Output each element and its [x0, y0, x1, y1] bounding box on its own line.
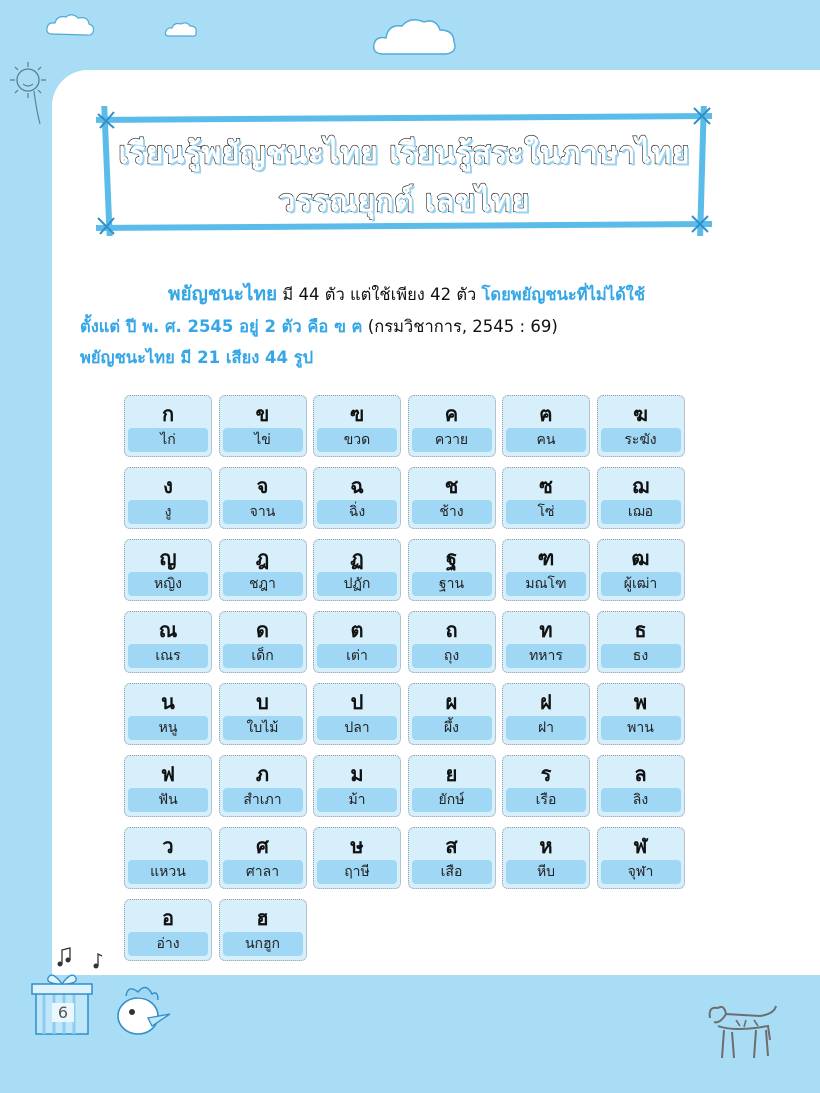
consonant-card	[502, 827, 590, 889]
consonant-word: โซ่	[506, 500, 586, 524]
consonant-word: ระฆัง	[601, 428, 681, 452]
consonant-letter: ศ	[256, 834, 269, 858]
consonant-letter: ฅ	[539, 402, 553, 426]
consonant-letter: ณ	[158, 618, 178, 642]
consonant-word: คน	[506, 428, 586, 452]
consonant-word: ม้า	[317, 788, 397, 812]
page-number: 6	[52, 1003, 74, 1022]
consonant-letter: ต	[350, 618, 364, 642]
consonant-letter: ย	[445, 762, 458, 786]
consonant-word: ธง	[601, 644, 681, 668]
intro-highlight: โดยพยัญชนะที่ไม่ได้ใช้	[481, 285, 646, 304]
consonant-letter: ป	[350, 690, 364, 714]
consonant-letter: ซ	[539, 474, 553, 498]
consonant-word: เสือ	[412, 860, 492, 884]
music-note-icon	[56, 944, 106, 974]
consonant-word: ฤาษี	[317, 860, 397, 884]
consonant-word: ชฎา	[223, 572, 303, 596]
consonant-letter: ธ	[634, 618, 647, 642]
consonant-letter: ฌ	[631, 474, 650, 498]
consonant-card	[219, 611, 307, 673]
consonant-card	[219, 899, 307, 961]
consonant-letter: พ	[633, 690, 648, 714]
consonant-letter: ฉ	[350, 474, 364, 498]
consonant-letter: ฑ	[537, 546, 555, 570]
consonant-letter: ฒ	[631, 546, 650, 570]
consonant-card	[408, 539, 496, 601]
consonant-letter: ง	[163, 474, 173, 498]
consonant-letter: ฎ	[255, 546, 270, 570]
consonant-card	[313, 755, 401, 817]
consonant-letter: ม	[350, 762, 364, 786]
consonant-card	[124, 539, 212, 601]
consonant-letter: ญ	[159, 546, 177, 570]
consonant-word: พาน	[601, 716, 681, 740]
consonant-letter: ช	[444, 474, 459, 498]
cloud-decoration	[370, 14, 460, 62]
consonant-card	[597, 611, 685, 673]
consonant-letter: ด	[256, 618, 269, 642]
consonant-card	[597, 827, 685, 889]
consonant-card	[219, 467, 307, 529]
consonant-letter: อ	[161, 906, 174, 930]
consonant-word: ฉิ่ง	[317, 500, 397, 524]
consonant-word: เรือ	[506, 788, 586, 812]
consonant-letter: ว	[162, 834, 174, 858]
consonant-word: จาน	[223, 500, 303, 524]
intro-line-1	[168, 279, 645, 309]
consonant-card	[124, 827, 212, 889]
consonant-letter: ภ	[255, 762, 270, 786]
consonant-letter: ผ	[445, 690, 458, 714]
consonant-card	[313, 467, 401, 529]
intro-citation: (กรมวิชาการ, 2545 : 69)	[362, 317, 558, 336]
consonant-letter: ฝ	[540, 690, 552, 714]
consonant-word: ฐาน	[412, 572, 492, 596]
consonant-word: ฟัน	[128, 788, 208, 812]
consonant-letter: ค	[444, 402, 459, 426]
consonant-word: หญิง	[128, 572, 208, 596]
consonant-word: จุฬา	[601, 860, 681, 884]
consonant-letter: ถ	[445, 618, 458, 642]
consonant-card	[502, 755, 590, 817]
intro-highlight: ตั้งแต่ ปี พ. ศ. 2545 อยู่ 2 ตัว คือ ฃ ฅ	[80, 317, 363, 336]
consonant-card	[597, 467, 685, 529]
consonant-card	[124, 683, 212, 745]
consonant-letter: น	[161, 690, 175, 714]
consonant-word: หนู	[128, 716, 208, 740]
consonant-card	[502, 539, 590, 601]
consonant-letter: ฏ	[350, 546, 364, 570]
consonant-card	[313, 395, 401, 457]
consonant-card	[219, 755, 307, 817]
consonant-word: ยักษ์	[412, 788, 492, 812]
consonant-card	[219, 827, 307, 889]
consonant-card	[124, 611, 212, 673]
consonant-card	[313, 683, 401, 745]
consonant-card	[502, 683, 590, 745]
consonant-word: ลิง	[601, 788, 681, 812]
consonant-word: ใบไม้	[223, 716, 303, 740]
consonant-word: ไก่	[128, 428, 208, 452]
dog-doodle-icon	[700, 1000, 780, 1064]
consonant-word: เด็ก	[223, 644, 303, 668]
consonant-letter: จ	[256, 474, 269, 498]
consonant-card	[408, 467, 496, 529]
consonant-letter: ฐ	[445, 546, 458, 570]
intro-line-3	[80, 345, 313, 371]
cloud-decoration	[44, 12, 96, 40]
consonant-card	[313, 539, 401, 601]
consonant-word: ทหาร	[506, 644, 586, 668]
consonant-card	[597, 683, 685, 745]
consonant-card	[597, 539, 685, 601]
consonant-letter: ท	[539, 618, 553, 642]
consonant-word: หีบ	[506, 860, 586, 884]
consonant-word: ผึ้ง	[412, 716, 492, 740]
consonant-card	[124, 899, 212, 961]
consonant-letter: ก	[161, 402, 175, 426]
consonant-card	[408, 827, 496, 889]
consonant-word: งู	[128, 500, 208, 524]
consonant-card	[597, 755, 685, 817]
consonant-card	[502, 611, 590, 673]
consonant-letter: ห	[539, 834, 553, 858]
consonant-card	[502, 467, 590, 529]
consonant-card	[408, 395, 496, 457]
consonant-card	[219, 539, 307, 601]
consonant-card	[124, 467, 212, 529]
title-line-1: เรียนรู้พยัญชนะไทย เรียนรู้สระในภาษาไทย	[118, 136, 690, 171]
consonant-word: ขวด	[317, 428, 397, 452]
consonant-card	[313, 827, 401, 889]
intro-heading: พยัญชนะไทย	[168, 283, 278, 305]
consonant-word: เฌอ	[601, 500, 681, 524]
consonant-letter: ฬ	[633, 834, 648, 858]
consonant-word: เต่า	[317, 644, 397, 668]
consonant-word: นกฮูก	[223, 932, 303, 956]
consonant-word: มณโฑ	[506, 572, 586, 596]
title-frame	[96, 106, 712, 236]
consonant-word: ถุง	[412, 644, 492, 668]
consonant-card	[502, 395, 590, 457]
cloud-decoration	[163, 20, 199, 40]
intro-line-2	[80, 314, 558, 340]
consonant-letter: ฃ	[349, 402, 365, 426]
consonant-word: แหวน	[128, 860, 208, 884]
consonant-letter: ร	[540, 762, 552, 786]
consonant-letter: ข	[255, 402, 270, 426]
consonant-word: ไข่	[223, 428, 303, 452]
consonant-word: ฝา	[506, 716, 586, 740]
consonant-word: อ่าง	[128, 932, 208, 956]
intro-highlight: พยัญชนะไทย มี 21 เสียง 44 รูป	[80, 348, 314, 367]
consonant-letter: ฆ	[633, 402, 648, 426]
consonant-word: ควาย	[412, 428, 492, 452]
consonant-card	[124, 755, 212, 817]
consonant-letter: ส	[445, 834, 458, 858]
consonant-card	[408, 755, 496, 817]
consonant-card	[219, 683, 307, 745]
consonant-word: ปฏัก	[317, 572, 397, 596]
consonant-letter: ฮ	[256, 906, 269, 930]
consonant-word: ปลา	[317, 716, 397, 740]
title-line-2: วรรณยุกต์ เลขไทย	[278, 184, 530, 219]
consonant-card	[313, 611, 401, 673]
consonant-letter: ล	[634, 762, 647, 786]
sun-doodle-icon	[6, 58, 52, 128]
consonant-word: สำเภา	[223, 788, 303, 812]
consonant-card	[408, 611, 496, 673]
consonant-card	[219, 395, 307, 457]
consonant-word: ศาลา	[223, 860, 303, 884]
consonant-card	[597, 395, 685, 457]
consonant-word: ผู้เฒ่า	[601, 572, 681, 596]
intro-text: มี 44 ตัว แต่ใช้เพียง 42 ตัว	[277, 285, 482, 304]
consonant-card	[408, 683, 496, 745]
bird-icon	[108, 978, 174, 1038]
consonant-letter: ษ	[350, 834, 364, 858]
consonant-word: ช้าง	[412, 500, 492, 524]
consonant-word: เณร	[128, 644, 208, 668]
consonant-letter: ฟ	[160, 762, 176, 786]
consonant-letter: บ	[256, 690, 269, 714]
consonant-card	[124, 395, 212, 457]
